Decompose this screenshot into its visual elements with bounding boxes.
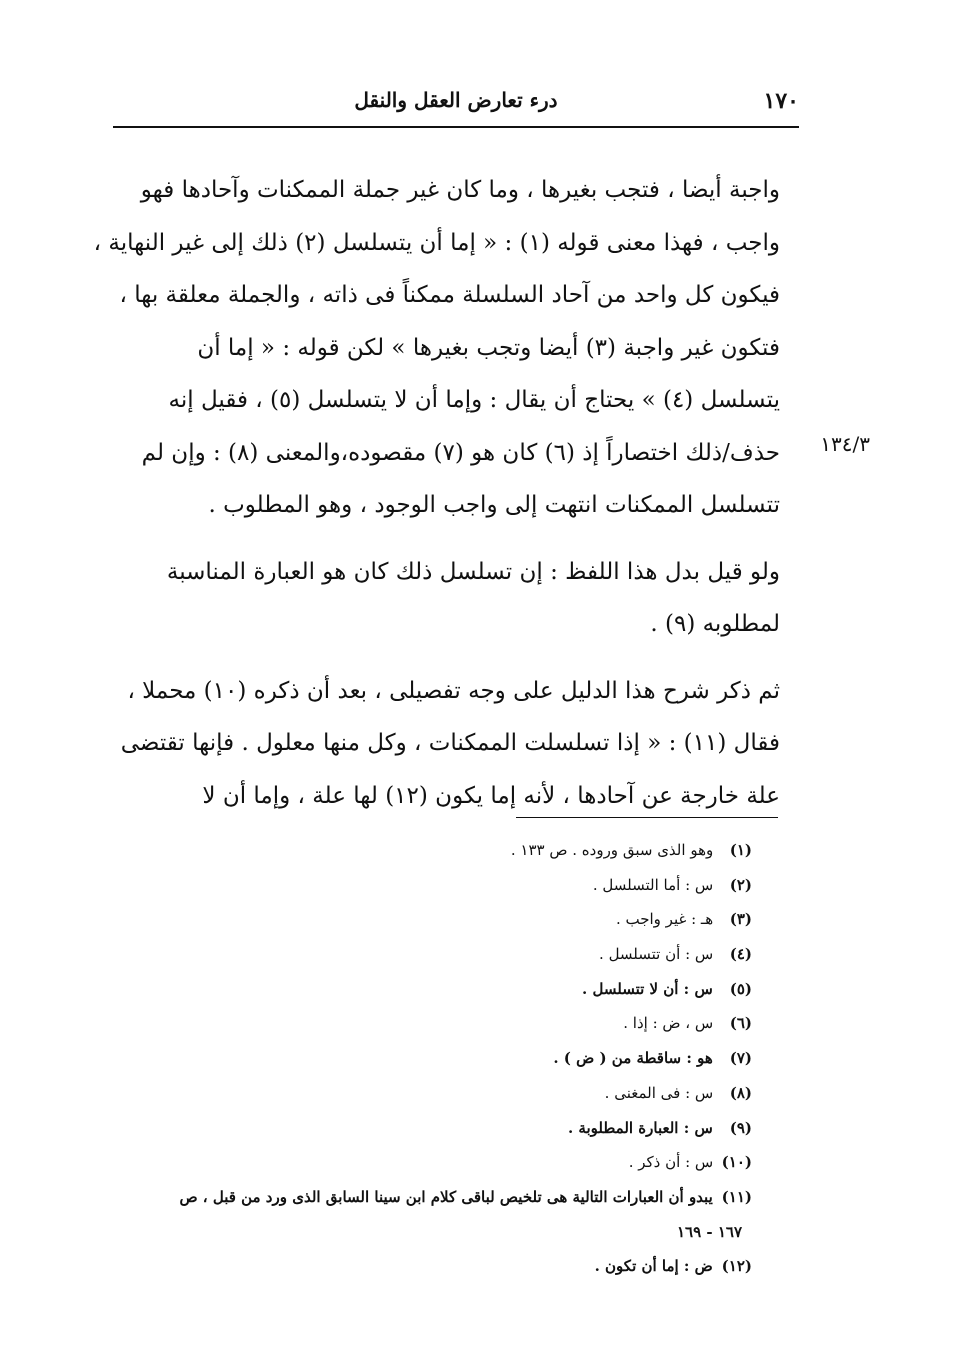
text-line: ثم ذكر شرح هذا الدليل على وجه تفصيلى ، بعد أن ذكره (١٠) محملا ، [127, 677, 780, 704]
footnote: (٧) هو : ساقطة من ( ض ) . [553, 1049, 752, 1068]
footnote: (١٠) س : أن ذكر . [628, 1153, 752, 1172]
footnote-continuation: ١٦٧ - ١٦٩ [676, 1222, 742, 1241]
text-line: واجبة أيضا ، فتجب بغيرها ، وما كان غير جملة الممكنات وآحادها فهو [140, 177, 780, 203]
page-number: ١٧٠ [763, 88, 799, 114]
footnote: (٦) س ، ض : إذا . [623, 1014, 752, 1033]
footnote: (٩) س : العبارة المطلوبة . [567, 1118, 752, 1137]
text-line: تتسلسل الممكنات انتهت إلى واجب الوجود ، وهو المطلوب . [208, 492, 780, 518]
footnote: (١٢) ض : إما أن تكون . [594, 1257, 752, 1276]
text-line: يتسلسل (٤) » يحتاج أن يقال : وإما أن لا يتسلسل (٥) ، فقيل إنه [168, 387, 780, 413]
footnote: (١) وهو الذى سبق وروده . ص ١٣٣ . [510, 841, 752, 859]
footnote: (١١) يبدو أن العبارات التالية هى تلخيص لباقى كلام ابن سينا السابق الذى ورد من قبل ، ص [179, 1187, 752, 1206]
running-title: درء تعارض العقل والنقل [354, 88, 558, 112]
text-line: حذف/ذلك اختصاراً إذ (٦) كان هو (٧) مقصوده،والمعنى (٨) : وإن لم [141, 439, 780, 466]
text-line: علة خارجة عن آحادها ، لأنه إما يكون (١٢) لها علة ، وإما أن لا [202, 782, 780, 809]
footnote: (٤) س : أن تتسلسل . [599, 945, 752, 964]
margin-reference: ١٣٤/٣ [820, 432, 870, 456]
text-line: فتكون غير واجبة (٣) أيضا وتجب بغيرها » لكن قوله : « إما أن [197, 334, 780, 361]
text-line: فيكون كل واحد من آحاد السلسلة ممكناً فى ذاته ، والجملة معلقة بها ، [119, 282, 780, 308]
footnote: (٨) س : فى المغنى . [604, 1083, 752, 1102]
footnote-separator [516, 817, 778, 818]
footnote: (٣) هـ : غير واجب . [615, 910, 752, 929]
footnote: (٥) س : أن لا تتسلسل . [582, 979, 752, 998]
text-line: لمطلوبه (٩) . [650, 611, 780, 637]
text-line: واجب ، فهذا معنى قوله (١) : « إما أن يتسلسل (٢) ذلك إلى غير النهاية ، [93, 229, 780, 256]
main-text [93, 164, 780, 822]
text-line: فقال (١١) : « إذا تسلسلت الممكنات ، وكل منها معلول . فإنها تقتضى [120, 730, 780, 756]
page-header [113, 88, 799, 128]
footnotes [112, 833, 752, 1284]
text-line: ولو قيل بدل هذا اللفظ : إن تسلسل ذلك كان هو العبارة المناسبة [166, 558, 780, 585]
footnote: (٢) س : أما التسلسل . [592, 875, 752, 894]
